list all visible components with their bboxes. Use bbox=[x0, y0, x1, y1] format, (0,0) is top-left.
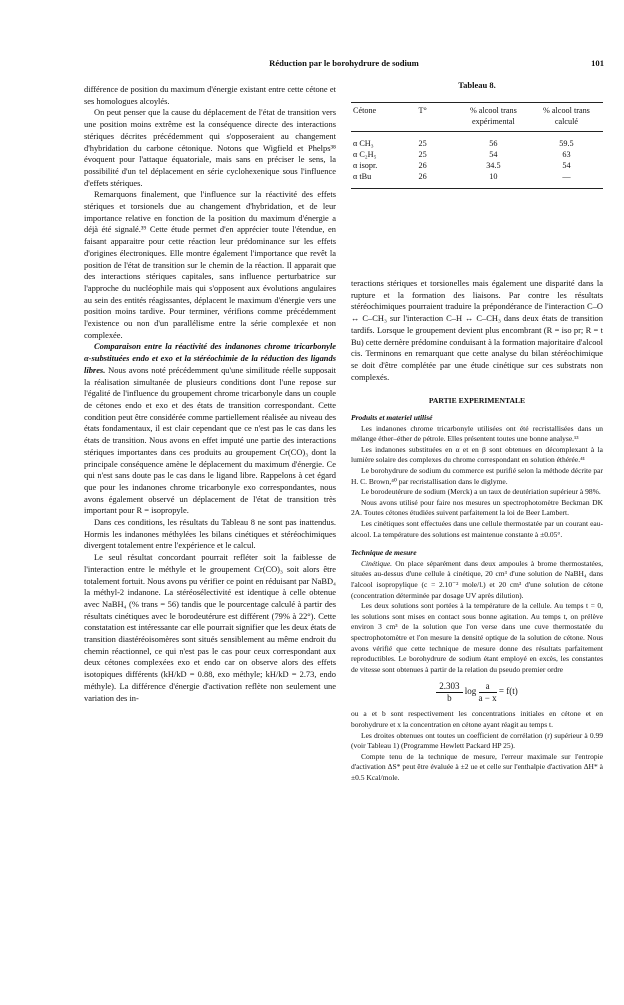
table-row bbox=[351, 171, 603, 189]
paragraph: Les indanones substituées en α et en β sont obtenues en décomplexant à la lumière solaire des complexes du chrome correspondant en solution éthérée.⁴¹ bbox=[351, 444, 603, 465]
table-8-block bbox=[351, 80, 603, 189]
subsection-title: Technique de mesure bbox=[351, 548, 417, 558]
table-header: % alcool trans expérimental bbox=[469, 105, 517, 126]
table-cell: α tBu bbox=[353, 171, 372, 181]
table-cell: 10 bbox=[489, 171, 498, 181]
table-cell: 59.5 bbox=[559, 138, 574, 148]
table-cell: 25 bbox=[418, 138, 427, 148]
paragraph: Compte tenu de la technique de mesure, l'erreur maximale sur l'entropie d'activation ΔS* peut être évaluée à ±2 ue et celle sur l'enthalpie d'activation ΔH* à ±0.5 Kcal/mole. bbox=[351, 751, 603, 783]
paragraph bbox=[351, 559, 603, 601]
paragraph: teractions stériques et torsionelles mais également une disparité dans la rupture et la formation des liaisons. Par contre les résultats stéréochimiques pourraient traduire la prépondérance de l'interaction C–O ↔ C–CH₃ sur l'interaction C–H ↔ C–CH₃ dans deux états de transition tardifs. Lorsque le groupement devient plus encombrant (R = iso pr; R = t Bu) cette dernère prédomine conduisant à la formation majoritaire d'alcool cis. Terminons en remarquant que cette analyse du bilan stéréochimique se doit d'être complétée par une étude cinétique sur ces substrats non complexés. bbox=[351, 278, 603, 382]
table-cell: α isopr. bbox=[353, 160, 378, 170]
eq-fraction-numerator: a bbox=[479, 681, 497, 693]
paragraph: Les droites obtenues ont toutes un coefficient de corrélation (r) supérieur à 0.99 (voir Tableau 1) (Programme Hewlett Packard HP 25). bbox=[351, 730, 603, 751]
paragraph: Le borodeutérure de sodium (Merck) a un taux de deutériation supérieur à 98%. bbox=[361, 487, 601, 497]
table-cell: 54 bbox=[489, 149, 498, 159]
page-number: 101 bbox=[591, 58, 604, 68]
table-cell: α CH₃ bbox=[353, 138, 374, 148]
eq-coefficient-denominator: b bbox=[447, 692, 452, 703]
table-cell: 26 bbox=[418, 160, 427, 170]
table-cell: 26 bbox=[418, 171, 427, 181]
page-header bbox=[84, 58, 604, 72]
left-column bbox=[84, 84, 336, 704]
run-in-heading: Cinétique. bbox=[361, 558, 393, 568]
table-cell: — bbox=[562, 171, 571, 181]
subsection-title: Comparaison entre la réactivité des indanones chrome tricarbonyle α-substituées endo et exo et la stéréochimie de la réduction des ligands libres. bbox=[84, 341, 336, 375]
paragraph: Les indanones chrome tricarbonyle utilisées ont été recristallisées dans un mélange éther–éther de pétrole. Elles présentent toutes une bonne analyse.¹³ bbox=[351, 423, 603, 444]
table-header: T° bbox=[418, 105, 427, 115]
table-cell: 25 bbox=[418, 149, 427, 159]
table-cell: 54 bbox=[562, 160, 571, 170]
eq-right-side: = f(t) bbox=[498, 686, 518, 697]
paragraph: Le seul résultat concordant pourrait refléter soit la faiblesse de l'interaction entre le méthyle et le groupement Cr(CO)₃ soit alors être totalement fortuit. Nous avons pu vérifier ce point en réduisant par NaBD₄ la méthyl-2 indanone. La stéréosélectivité est identique à celle obtenue avec NaBH₄ (% trans = 56) tandis que le pourcentage calculé à partir des résultats cinétiques avec le borodeutérure est différent (79% à 22°). Cette constatation est intéressante car elle pourrait signifier que les deux états de transition diastéréoisomères sont situés sensiblement au même endroit du chemin réactionnel, ce qui n'est pas le cas pour ceux correspondant aux deux cétones complexées exo et endo car on observe alors des effets isotopiques différents (kH/kD = 0.88, exo méthyle; kH/kD = 2.73, endo méthyle). La différence d'énergie d'activation reflète non seulement une variation des in- bbox=[84, 552, 336, 703]
eq-fraction-denominator: a − x bbox=[478, 692, 497, 703]
right-column bbox=[351, 278, 603, 784]
table-cell: 34.5 bbox=[486, 160, 501, 170]
paragraph: On peut penser que la cause du déplacement de l'état de transition vers une position moins extrême est la conséquence directe des interactions stériques décrites précédemment qui s'opposeraient au changement d'hybridation du carbone cétonique. Notons que Wigfield et Phelps³⁸ évoquent pour l'attaque équatoriale, mais sans en préciser le sens, la possibilité d'un tel déplacement en série cyclohexenique sous l'influence d'effets stériques. bbox=[84, 107, 336, 188]
table-header: Cétone bbox=[353, 105, 377, 115]
table-caption: Tableau 8. bbox=[458, 80, 496, 90]
rate-equation bbox=[351, 681, 603, 703]
paragraph: Remarquons finalement, que l'influence sur la réactivité des effets stériques et torsionels due au changement d'hybridation, et de leur importance relative en fonction de la position du maximum d'énergie a déjà été signalé.³⁹ Cette étude permet d'en apprécier toute l'étendue, en faisant apparaitre pour cette réaction leur prédominance sur les effets d'origines électroniques. Elle montre également l'importance que revêt la position de l'état de transition sur le chemin de la réaction. Il apparait que des interactions stériques capitales, sans influence perturbatrice sur l'approche du nucléophile mais qui s'opposent aux évolutions angulaires au sein des entités réagissantes, déplacent le maximum d'énergie vers une position moins tardive. Pour terminer, vérifions comme précédemment l'existence ou non d'un parallélisme entre la série complexée et non complexée. bbox=[84, 189, 336, 340]
running-title: Réduction par le borohydrure de sodium bbox=[269, 58, 419, 68]
table-header: % alcool trans calculé bbox=[543, 105, 590, 126]
paragraph: Les cinétiques sont effectuées dans une cellule thermostatée par un courant eau-alcool. La température des solutions est maintenue constante à ±0.05°. bbox=[351, 518, 603, 539]
table-header-row bbox=[351, 102, 603, 131]
table-cell: 63 bbox=[562, 149, 571, 159]
table-row bbox=[351, 149, 603, 160]
table-row bbox=[351, 131, 603, 149]
paragraph: Le borohydrure de sodium du commerce est purifié selon la méthode décrite par H. C. Brown,⁴⁰ par recristallisation dans le diglyme. bbox=[351, 466, 603, 486]
table-cell: 56 bbox=[489, 138, 498, 148]
paragraph bbox=[84, 341, 336, 517]
paragraph: Dans ces conditions, les résultats du Tableau 8 ne sont pas inattendus. Hormis les indanones méthylées les bilans cinétiques et stéréochimiques divergent totalement entre l'expérience et le calcul. bbox=[84, 517, 336, 551]
eq-coefficient-numerator: 2.303 bbox=[436, 681, 462, 693]
subsection-title: Produits et materiel utilisé bbox=[351, 413, 433, 423]
section-title: PARTIE EXPERIMENTALE bbox=[428, 396, 526, 406]
paragraph-text: On place séparément dans deux ampoules à brome thermostatées, situées au-dessus d'une cellule à cinétique, 20 cm³ d'une solution de NaBH₄ dans l'alcool isopropylique (c = 2.10⁻² mole/l.) et 20 cm³ d'une solution de cétone (concentration déterminée par dosage UV après dilution). bbox=[351, 558, 603, 600]
table-cell: α C₂H₅ bbox=[353, 149, 377, 159]
paragraph: Nous avons utilisé pour faire nos mesures un spectrophotomètre Beckman DK 2A. Toutes cétones étudiées suivent parfaitement la loi de Beer Lambert. bbox=[351, 497, 603, 518]
eq-log: log bbox=[464, 686, 477, 697]
table-row bbox=[351, 160, 603, 171]
table-8 bbox=[351, 102, 603, 189]
paragraph: Les deux solutions sont portées à la température de la cellule. Au temps t = 0, les solutions sont mises en contact sous bonne agitation. Au temps t, on prélève environ 3 cm³ de la solution que l'on verse dans une cuve thermostatée du spectrophotomètre et l'on mesure la densité optique de la solution de cétone. Nous avons vérifié que cette technique de mesure donne des résultats parfaitement reproductibles. Le borohydrure de sodium étant employé en excès, les constantes de vitesse sont obtenues à partir de la relation du pseudo premier ordre bbox=[351, 601, 603, 674]
paragraph-text: Nous avons noté précédemment qu'une similitude réelle supposait la réalisation simultanée de plusieurs conditions dont l'une repose sur l'égalité de l'influence du groupement chrome tricarbonyle dans un couple de cétones endo et exo et des états de transition correspondant. Cette condition peut être considérée comme partiellement réalisée au niveau des états fondamentaux, il est clair cependant que ce n'est pas le cas dans les états de transition. Nous avons en effet imputé une partie des interactions stériques importantes dans ces produits au groupement Cr(CO)₃ dont la principale conséquence amène le déplacement du maximum d'énergie. Ce qui n'est sans doute pas le cas dans le ligand libre. Rappelons à cet égard que pour les indanones chrome tricarbonyle exo correspondantes, nous avons également observé un déplacement de l'état de transition très important pour R = isopropyle. bbox=[84, 364, 336, 516]
paragraph: ou a et b sont respectivement les concentrations initiales en cétone et en borohydrure et x la concentration en cétone ayant réagit au temps t. bbox=[351, 709, 603, 730]
paragraph: différence de position du maximum d'énergie existant entre cette cétone et ses homologues alcoylés. bbox=[84, 84, 336, 106]
